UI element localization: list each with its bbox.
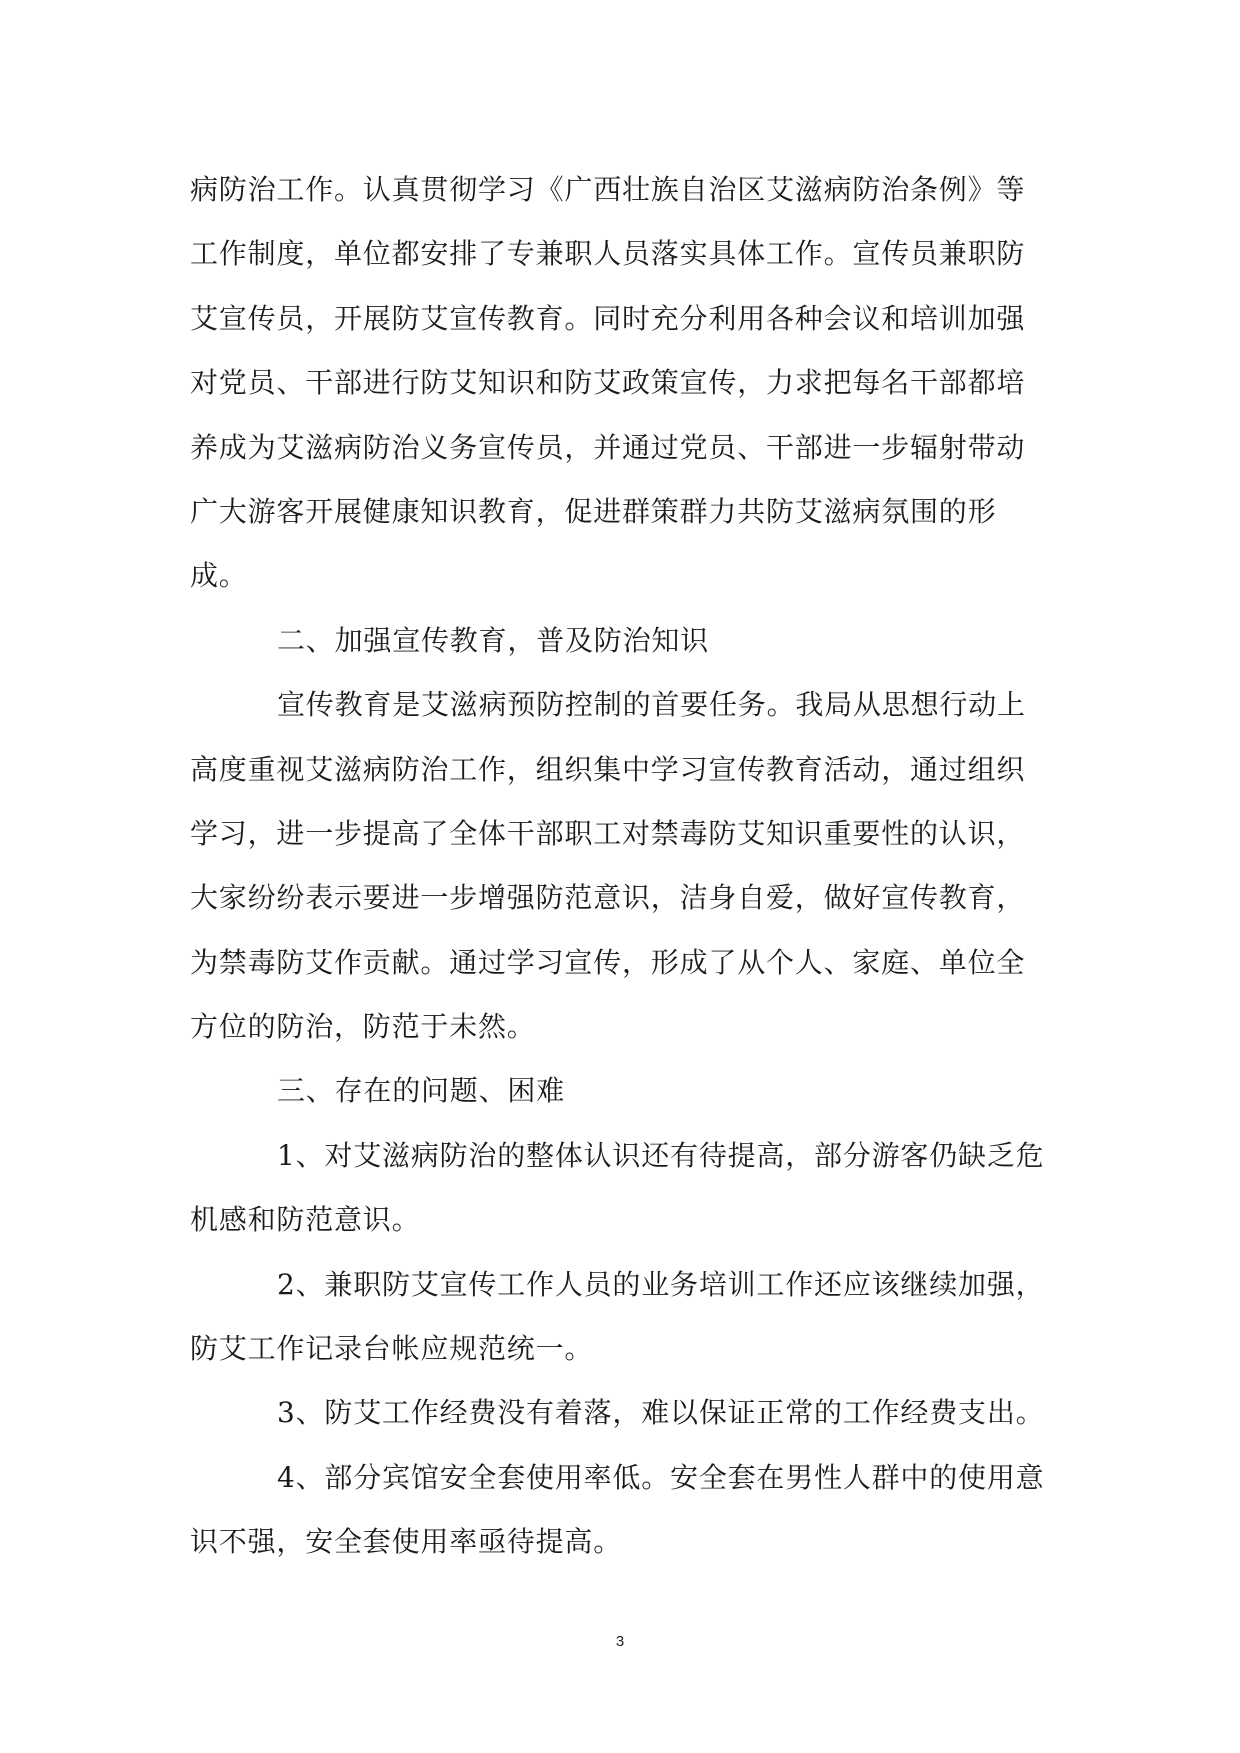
text-line: 二、加强宣传教育，普及防治知识	[277, 623, 710, 657]
text-line: 艾宣传员，开展防艾宣传教育。同时充分利用各种会议和培训加强	[190, 301, 1026, 335]
text-line: 识不强，安全套使用率亟待提高。	[190, 1525, 623, 1559]
text-line: 大家纷纷表示要进一步增强防范意识，洁身自爱，做好宣传教育，	[190, 881, 1026, 915]
text-line: 方位的防治，防范于未然。	[190, 1010, 536, 1044]
text-line: 1、对艾滋病防治的整体认识还有待提高，部分游客仍缺乏危	[277, 1138, 1045, 1172]
text-line: 为禁毒防艾作贡献。通过学习宣传，形成了从个人、家庭、单位全	[190, 945, 1026, 979]
text-line: 2、兼职防艾宣传工作人员的业务培训工作还应该继续加强，	[277, 1267, 1045, 1301]
text-line: 对党员、干部进行防艾知识和防艾政策宣传，力求把每名干部都培	[190, 366, 1026, 400]
text-line: 养成为艾滋病防治义务宣传员，并通过党员、干部进一步辐射带动	[190, 430, 1026, 464]
document-body	[190, 158, 1060, 1575]
text-line: 学习，进一步提高了全体干部职工对禁毒防艾知识重要性的认识，	[190, 816, 1026, 850]
text-line: 病防治工作。认真贯彻学习《广西壮族自治区艾滋病防治条例》等	[190, 173, 1026, 206]
text-line: 成。	[190, 559, 248, 593]
page-number: 3	[615, 1633, 625, 1650]
text-line: 广大游客开展健康知识教育，促进群策群力共防艾滋病氛围的形	[190, 494, 997, 528]
text-line: 4、部分宾馆安全套使用率低。安全套在男性人群中的使用意	[277, 1460, 1045, 1494]
text-line: 3、防艾工作经费没有着落，难以保证正常的工作经费支出。	[277, 1396, 1045, 1430]
text-line: 三、存在的问题、困难	[277, 1074, 566, 1108]
text-line: 宣传教育是艾滋病预防控制的首要任务。我局从思想行动上	[277, 688, 1026, 722]
text-line: 机感和防范意识。	[190, 1203, 421, 1237]
text-line: 工作制度，单位都安排了专兼职人员落实具体工作。宣传员兼职防	[190, 237, 1026, 271]
text-line: 高度重视艾滋病防治工作，组织集中学习宣传教育活动，通过组织	[190, 752, 1026, 786]
text-line: 防艾工作记录台帐应规范统一。	[190, 1332, 594, 1366]
